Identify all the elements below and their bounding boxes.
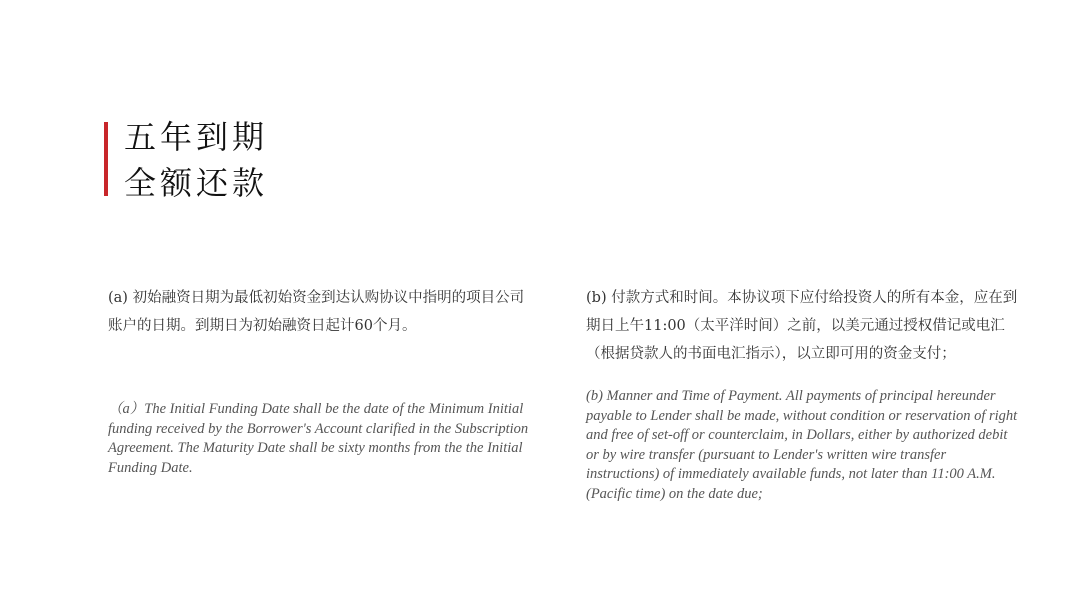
title-line-2: 全额还款: [124, 164, 269, 202]
clause-b-english: (b) Manner and Time of Payment. All payments of principal hereunder payable to Lender shall be made, without condition or reservation of right and free of set-off or counterclaim, in Dollars, either by authorized debit or by wire transfer (pursuant to Lender's written wire transfer instructions) of immediately available funds, not later than 11:00 A.M. (Pacific time) on the date due;: [586, 388, 1018, 502]
clause-b-chinese: (b) 付款方式和时间。本协议项下应付给投资人的所有本金，应在到期日上午11:00（太平洋时间）之前，以美元通过授权借记或电汇（根据贷款人的书面电汇指示），以立即可用的资金支付；: [586, 290, 1018, 362]
title-line-1: 五年到期: [124, 118, 269, 156]
clause-a-column: [108, 284, 538, 478]
title-block: [104, 118, 268, 202]
clause-a-english: （a）The Initial Funding Date shall be the date of the Minimum Initial funding received by the Borrower's Account clarified in the Subscription Agreement. The Maturity Date shall be sixty months from the the Initial Funding Date.: [108, 401, 529, 476]
clause-b-column: [586, 284, 1018, 504]
title-accent-bar: [104, 122, 108, 196]
page-title: [124, 118, 268, 202]
clause-a-chinese: (a) 初始融资日期为最低初始资金到达认购协议中指明的项目公司账户的日期。到期日为初始融资日起计60个月。: [108, 290, 525, 334]
